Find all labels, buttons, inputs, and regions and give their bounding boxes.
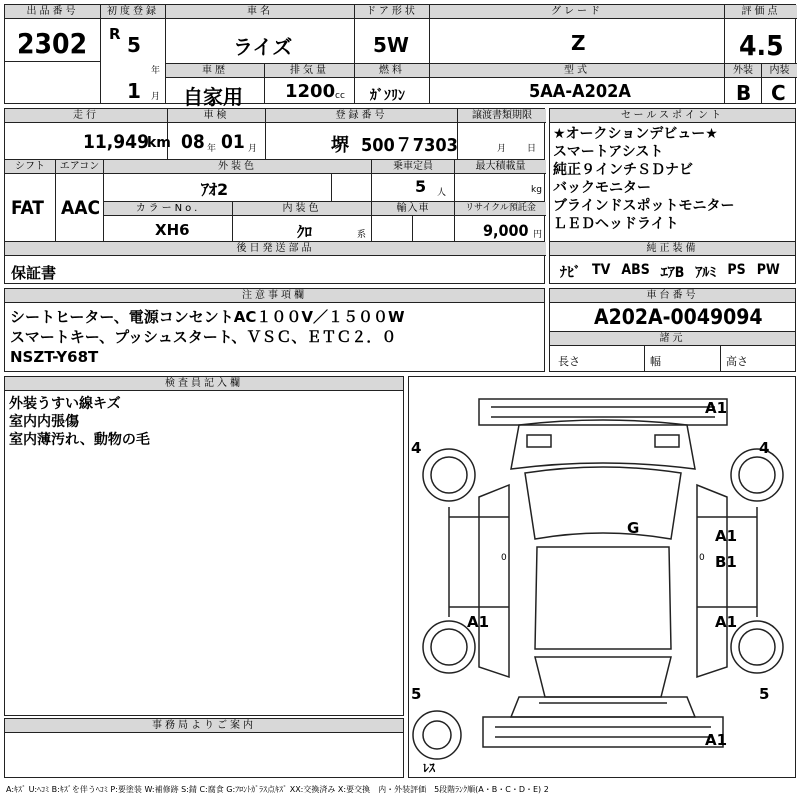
era: R <box>109 25 121 43</box>
sales-points-label: セールスポイント <box>550 109 795 123</box>
mark-right-front-door: A1 <box>715 527 738 545</box>
sales-point-line: ブラインドスポットモニター <box>553 198 735 214</box>
note-line: シートヒーター、電源コンセントAC１００V／１５００W <box>10 308 405 326</box>
displacement-label: 排気量 <box>265 64 354 78</box>
inspector-block <box>4 376 404 716</box>
inspection-month-unit: 月 <box>248 144 258 154</box>
load-unit: kg <box>531 185 542 195</box>
grade: Z <box>571 31 586 55</box>
mark-rear-bumper: A1 <box>705 731 728 749</box>
mileage-label: 走行 <box>5 109 167 123</box>
inspector-note-line: 室内内張傷 <box>9 414 79 430</box>
transfer-month-unit: 月 <box>497 144 507 154</box>
inspection-month: 01 <box>221 131 245 153</box>
equipment-item: ｴｱB <box>660 265 685 281</box>
notes-list <box>10 307 405 367</box>
notes-block <box>4 288 545 372</box>
car-name: ライズ <box>233 35 293 59</box>
office-label: 事務局よりご案内 <box>5 719 403 733</box>
width-label: 幅 <box>650 355 661 368</box>
year-unit: 年 <box>151 66 161 76</box>
lot-number-label: 出品番号 <box>5 5 100 19</box>
sales-point-line: スマートアシスト <box>553 144 664 160</box>
mark-front-left-tire: 4 <box>411 439 422 457</box>
capacity: 5 <box>415 177 427 196</box>
history: 自家用 <box>183 85 243 109</box>
height-label: 高さ <box>726 355 748 368</box>
capacity-unit: 人 <box>437 188 447 198</box>
equipment-list <box>560 262 780 282</box>
equipment-label: 純正装備 <box>550 242 795 256</box>
sales-points-block <box>549 108 796 284</box>
shift: FAT <box>11 197 44 219</box>
sales-point-line: ＬＥＤヘッドライト <box>553 216 679 232</box>
note-line: スマートキー、プッシュスタート、ＶＳＣ、ＥＴＣ２．０ <box>10 328 397 346</box>
import-label: 輸入車 <box>372 202 454 216</box>
mileage: 11,949 <box>83 131 149 153</box>
fuel-label: 燃料 <box>355 64 429 78</box>
month-unit: 月 <box>151 92 161 102</box>
mark-right-door-zero: 0 <box>699 553 705 563</box>
transfer-deadline-label: 譲渡書類期限 <box>458 109 546 123</box>
displacement: 1200 <box>285 81 336 102</box>
shift-label: シフト <box>5 160 55 174</box>
interior-score: C <box>771 81 786 105</box>
plate-number: 500７7303 <box>361 135 458 156</box>
mark-rear-right-tire: 5 <box>759 685 770 703</box>
mark-left-quarter: A1 <box>467 613 490 631</box>
car-outline <box>409 377 797 779</box>
chassis-label: 車台番号 <box>550 289 795 303</box>
length-label: 長さ <box>558 355 580 368</box>
ext-color-label: 外装色 <box>104 160 371 174</box>
inspector-label: 検査員記入欄 <box>5 377 403 391</box>
first-reg-month: 1 <box>127 79 141 103</box>
history-label: 車歴 <box>166 64 264 78</box>
equipment-item: PS <box>727 262 746 278</box>
int-color-unit: 系 <box>357 230 367 240</box>
note-line: NSZT-Y68T <box>10 348 99 366</box>
score: 4.5 <box>739 29 784 62</box>
first-registration-label: 初度登録 <box>101 5 165 19</box>
sales-points-list <box>553 125 734 233</box>
mark-left-door-zero: 0 <box>501 553 507 563</box>
score-label: 評価点 <box>725 5 797 19</box>
int-color-label: 内装色 <box>233 202 371 216</box>
inspection-year-unit: 年 <box>207 144 217 154</box>
plate-label: 登録番号 <box>266 109 457 123</box>
mark-right-rear-door: B1 <box>715 553 737 571</box>
spec-label: 諸元 <box>550 332 795 346</box>
model-label: 型式 <box>430 64 724 78</box>
grade-label: グレード <box>430 5 724 19</box>
color-no: XH6 <box>155 221 190 239</box>
recycle-fee: 9,000 <box>483 221 529 240</box>
mark-front-bumper: A1 <box>705 399 728 417</box>
later-parts: 保証書 <box>11 264 57 282</box>
later-parts-label: 後日発送部品 <box>5 242 546 256</box>
inspector-note-line: 室内薄汚れ、動物の毛 <box>9 432 150 448</box>
model-code: 5AA-A202A <box>529 81 631 102</box>
car-name-label: 車名 <box>166 5 354 19</box>
chassis-number: A202A-0049094 <box>594 305 763 329</box>
exterior-label: 外装 <box>725 64 761 78</box>
equipment-item: ABS <box>621 262 650 278</box>
exterior-score: B <box>736 81 752 105</box>
ac-label: エアコン <box>56 160 103 174</box>
recycle-label: リサイクル預託金 <box>455 202 546 216</box>
equipment-item: ﾅﾋﾞ <box>560 265 581 281</box>
plate-region: 堺 <box>331 135 349 156</box>
inspection-label: 車検 <box>168 109 265 123</box>
sales-point-line: ★オークションデビュー★ <box>553 126 718 142</box>
ext-color: ｱｵ2 <box>201 180 229 199</box>
int-color: ｸﾛ <box>297 223 313 241</box>
ac: AAC <box>61 197 101 219</box>
notes-label: 注意事項欄 <box>5 289 544 303</box>
mark-right-quarter: A1 <box>715 613 738 631</box>
fuel: ｶﾞｿﾘﾝ <box>370 88 405 104</box>
max-load-label: 最大積載量 <box>455 160 546 174</box>
equipment-item: PW <box>756 262 780 278</box>
vehicle-details-block <box>4 108 545 284</box>
sales-point-line: バックモニター <box>553 180 651 196</box>
chassis-block <box>549 288 796 372</box>
inspector-notes <box>9 395 150 449</box>
sales-point-line: 純正９インチＳＤナビ <box>553 162 693 178</box>
transfer-day-unit: 日 <box>527 144 537 154</box>
mileage-unit: km <box>147 135 171 151</box>
mark-front-right-tire: 4 <box>759 439 770 457</box>
displacement-unit: cc <box>335 91 345 101</box>
inspector-note-line: 外装うすい線キズ <box>9 396 121 412</box>
header-block <box>4 4 796 109</box>
equipment-item: ｱﾙﾐ <box>695 265 717 281</box>
mark-windshield: G <box>627 519 640 537</box>
equipment-item: TV <box>592 262 611 278</box>
lot-number: 2302 <box>17 27 88 60</box>
interior-label: 内装 <box>762 64 797 78</box>
office-block <box>4 718 404 778</box>
mark-spare: ﾚｽ <box>423 761 436 775</box>
capacity-label: 乗車定員 <box>372 160 454 174</box>
legend: A:ｷｽﾞ U:ﾍｺﾐ B:ｷｽﾞを伴うﾍｺﾐ P:要塗装 W:補修跡 S:錆 C:腐食 G:ﾌﾛﾝﾄｶﾞﾗｽ点ｷｽﾞ XX:交換済み X:要交換 内・外装評価 5段階ﾗﾝｸ順(A・B・C・D・E) 2 <box>6 785 549 794</box>
damage-diagram <box>408 376 796 778</box>
mark-rear-left-tire: 5 <box>411 685 422 703</box>
door-label: ドア形状 <box>355 5 429 19</box>
recycle-unit: 円 <box>533 230 543 240</box>
inspection-year: 08 <box>181 131 205 153</box>
first-reg-year: 5 <box>127 33 141 57</box>
door-type: 5W <box>373 33 409 57</box>
color-no-label: カラーNo. <box>104 202 232 216</box>
